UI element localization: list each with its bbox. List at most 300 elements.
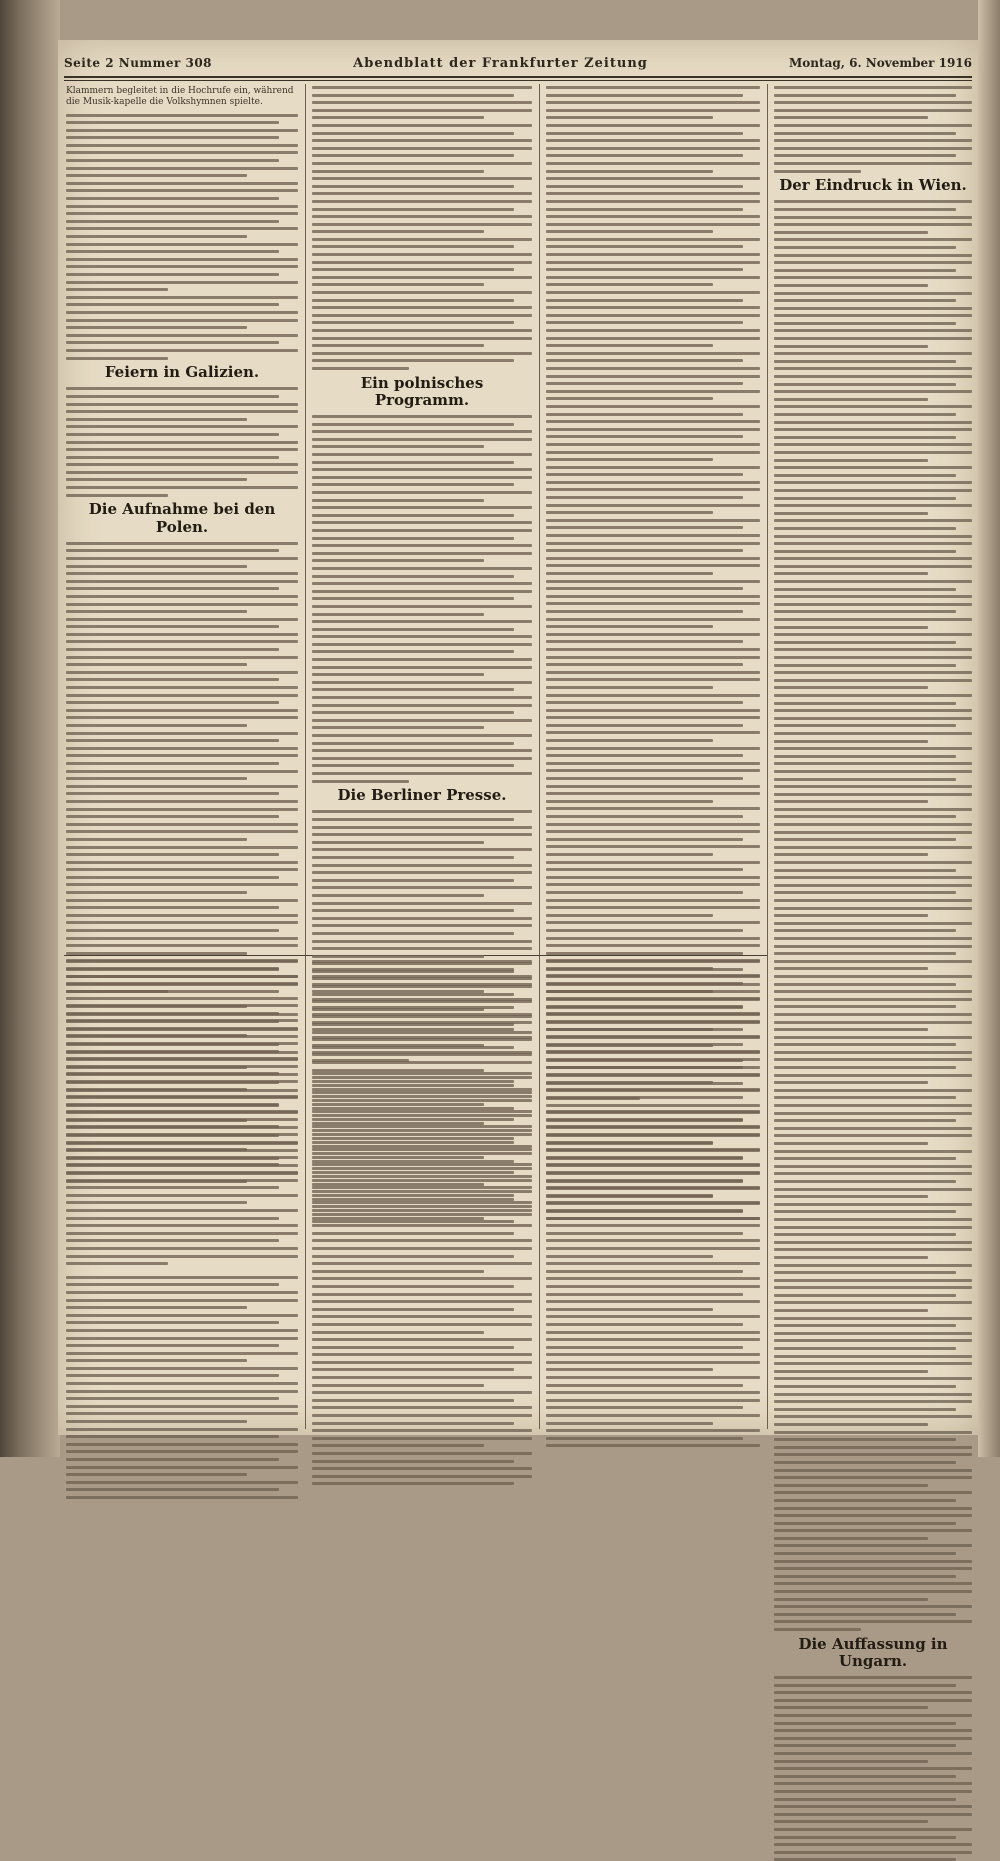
text-line [312,1475,532,1478]
text-line [66,189,298,192]
text-line [66,144,298,147]
text-line [546,1323,743,1326]
text-line [546,1209,743,1212]
text-line [774,1453,972,1456]
text-line [312,673,484,676]
text-line [66,1042,298,1045]
text-line [312,1036,532,1039]
text-line [66,739,279,742]
text-line [774,1294,956,1297]
text-line [774,200,972,203]
text-line [546,731,760,734]
text-line [312,101,532,104]
text-line [546,238,760,241]
text-line [546,1148,760,1151]
text-line [774,937,972,940]
text-line [774,94,956,97]
text-line [774,390,972,393]
text-line [774,1714,972,1717]
text-line [774,1400,972,1403]
text-line [312,461,514,464]
text-line [546,663,743,666]
text-line [312,841,484,844]
text-line [774,945,972,948]
text-line [66,441,298,444]
text-line [546,1270,743,1273]
text-line [312,1232,514,1235]
text-line [546,223,760,226]
text-line [312,635,532,638]
text-line [66,1321,279,1324]
text-line [774,535,972,538]
text-line [546,792,760,795]
text-line [66,747,298,750]
text-line [312,1059,409,1062]
text-line [774,785,972,788]
text-line [312,1429,532,1432]
text-line [774,1729,972,1732]
text-line [546,413,743,416]
text-line [66,1179,298,1182]
text-line [774,481,972,484]
text-line [546,1232,743,1235]
text-line [66,610,247,613]
text-line [546,177,760,180]
text-line [312,886,532,889]
text-line [312,162,532,165]
text-line [774,1598,928,1601]
text-line [774,922,972,925]
text-line [66,433,279,436]
text-line [774,1775,956,1778]
text-line [774,459,928,462]
text-line [66,136,279,139]
text-line [774,641,956,644]
text-line [66,1148,247,1151]
text-line [774,527,956,530]
text-line [66,1344,279,1347]
text-line [546,230,713,233]
text-line [774,990,972,993]
text-line [546,648,760,651]
text-line [774,1180,956,1183]
text-line [312,666,532,669]
text-line [312,1422,514,1425]
text-line [312,1391,532,1394]
text-line [66,1337,298,1340]
text-line [774,1089,972,1092]
text-line [66,785,298,788]
text-line [312,132,514,135]
text-line [312,238,532,241]
text-line [546,208,743,211]
text-line [546,116,713,119]
text-line [66,326,247,329]
text-line [774,648,972,651]
text-line [66,1435,279,1438]
text-line [312,367,409,370]
text-line [66,891,247,894]
text-line [312,147,532,150]
text-line [774,960,972,963]
text-line [546,807,760,810]
text-line [312,415,532,418]
text-line [774,1575,956,1578]
column-divider-3 [767,84,768,1429]
text-line [66,1291,298,1294]
article-text: Klammern begleitet in die Hochrufe ein, während die Musik-kapelle die Volkshymnen spielte. [66,86,294,108]
text-line [546,1285,760,1288]
text-line [774,1836,956,1839]
text-line [546,1384,743,1387]
text-line [774,276,972,279]
text-line [774,1355,972,1358]
text-line [546,762,760,765]
text-line [774,474,956,477]
text-line [312,1044,484,1047]
text-line [66,1163,279,1166]
text-line [312,337,532,340]
text-line [546,724,743,727]
text-line [546,769,760,772]
text-line [312,291,532,294]
text-line [774,1058,972,1061]
text-line [66,1239,279,1242]
text-line [312,124,532,127]
text-line [546,694,760,697]
text-line [66,1247,298,1250]
text-line [66,678,279,681]
text-line [546,1300,760,1303]
text-line [546,458,713,461]
text-line [312,879,514,882]
text-line [66,1262,168,1265]
text-line [312,1384,484,1387]
masthead [64,52,972,74]
text-line [774,109,972,112]
section-heading: Ein polnisches Programm. [360,373,484,409]
text-line [66,1299,298,1302]
text-line [312,1080,514,1083]
text-line [312,476,532,479]
text-line [66,876,279,879]
text-line [774,124,972,127]
text-line [774,1744,956,1747]
text-line [774,869,956,872]
text-line [66,1034,247,1037]
text-line [312,329,532,332]
text-line [66,1186,279,1189]
text-line [66,868,298,871]
text-line [774,1081,928,1084]
text-line [312,567,532,570]
text-line [66,792,279,795]
column-2-top [312,86,532,952]
text-line [546,344,713,347]
text-line [546,306,760,309]
text-line [546,435,743,438]
text-line [774,1514,972,1517]
masthead-rule-thin [64,80,972,81]
text-line [774,694,972,697]
text-line [774,831,972,834]
text-line [66,542,298,545]
text-line [774,1142,928,1145]
text-line [546,754,743,757]
text-line [546,1368,713,1371]
text-line [66,151,298,154]
text-line [774,1544,972,1547]
text-line [546,876,760,879]
text-line [774,1028,928,1031]
text-line [312,185,514,188]
text-line [546,1082,743,1085]
text-line [774,1469,972,1472]
text-line [774,398,928,401]
text-line [66,557,298,560]
text-line [312,1368,514,1371]
text-line [774,1370,928,1373]
text-line [546,891,743,894]
text-line [66,914,298,917]
text-line [66,1283,279,1286]
text-line [774,170,861,173]
text-line [546,853,713,856]
text-line [546,109,760,112]
text-line [774,1790,972,1793]
text-line [546,329,760,332]
text-line [546,1201,760,1204]
text-line [312,726,484,729]
text-line [774,1820,928,1823]
text-line [546,1308,713,1311]
text-line [66,1065,298,1068]
text-line [66,618,298,621]
text-line [774,1851,972,1854]
text-line [546,132,743,135]
text-line [66,410,298,413]
text-line [66,572,298,575]
text-line [546,633,760,636]
text-line [774,367,972,370]
text-line [774,1264,972,1267]
text-line [312,597,514,600]
text-line [66,448,298,451]
text-line [546,686,713,689]
text-line [312,818,514,821]
text-line [66,990,168,993]
section-heading: Feiern in Galizien. [104,363,260,382]
text-line [774,512,928,515]
text-line [312,552,532,555]
text-line [774,740,928,743]
text-line [546,314,760,317]
text-line [546,1133,760,1136]
section-heading: Die Auffassung in Ungarn. [798,1634,948,1670]
text-line [546,1293,743,1296]
text-line [774,572,928,575]
text-line [66,1390,298,1393]
text-line [66,418,247,421]
text-line [774,1499,956,1502]
text-line [774,314,972,317]
text-line [546,747,760,750]
text-line [774,1347,956,1350]
text-line [312,468,532,471]
text-line [774,671,972,674]
text-line [312,1308,514,1311]
text-line [774,793,972,796]
text-line [774,1066,956,1069]
text-line [774,876,972,879]
text-line [546,428,760,431]
text-line [312,139,532,142]
text-line [312,1028,514,1031]
text-line [66,1072,279,1075]
text-line [774,1691,972,1694]
text-line [546,375,760,378]
text-line [774,815,956,818]
text-line [312,283,484,286]
text-line [774,1074,972,1077]
text-line [66,709,298,712]
text-line [312,506,532,509]
text-line [312,1141,514,1144]
text-line [774,1203,972,1206]
text-line [312,321,514,324]
text-line [774,1476,972,1479]
text-line [312,894,484,897]
text-line [774,1408,956,1411]
text-line [66,823,298,826]
text-line [66,1194,298,1197]
text-line [312,681,532,684]
text-line [774,891,956,894]
text-line [546,618,760,621]
scan-right-edge [978,0,1000,1457]
text-line [546,1006,743,1009]
text-line [546,337,760,340]
text-line [312,1437,532,1440]
text-line [66,486,298,489]
text-line [774,1676,972,1679]
text-line [774,132,956,135]
text-line [546,564,760,567]
text-line [66,1496,298,1499]
text-line [774,284,928,287]
text-line [546,420,760,423]
text-line [774,762,972,765]
text-line [546,511,713,514]
text-line [546,488,760,491]
text-line [312,1171,514,1174]
text-line [774,1233,956,1236]
text-line [66,1473,247,1476]
text-line [774,352,972,355]
text-line [312,445,484,448]
text-line [774,732,972,735]
text-line [546,952,743,955]
text-line [312,537,514,540]
text-line [546,1059,743,1062]
text-line [312,1293,532,1296]
text-line [66,899,298,902]
text-line [66,565,247,568]
text-line [774,1737,972,1740]
text-line [66,296,298,299]
text-line [774,1157,956,1160]
text-line [312,200,532,203]
text-line [546,147,760,150]
text-line [66,754,298,757]
text-line [546,1239,760,1242]
text-line [312,764,514,767]
text-line [312,575,514,578]
text-line [774,1628,861,1631]
text-line [312,983,532,986]
text-line [546,170,713,173]
text-line [546,709,760,712]
text-line [312,1125,532,1128]
text-line [66,921,298,924]
text-line [312,177,532,180]
text-line [774,679,972,682]
text-line [546,1089,760,1092]
text-line [774,770,972,773]
text-line [546,602,760,605]
text-line [312,1072,532,1075]
text-line [546,185,743,188]
text-line [312,688,514,691]
text-line [66,258,298,261]
page-number: Seite 2 Nummer 308 [64,56,213,70]
text-line [312,742,514,745]
text-line [66,1004,298,1007]
text-line [312,924,532,927]
text-line [312,521,532,524]
text-line [546,367,760,370]
text-line [66,1224,298,1227]
text-line [312,1021,532,1024]
text-line [312,1247,532,1250]
text-line [312,864,532,867]
text-line [774,1279,972,1282]
feuilleton-column-2 [312,960,532,1428]
text-line [774,504,972,507]
text-line [546,473,743,476]
text-line [312,1156,484,1159]
text-line [312,359,514,362]
text-line [546,1224,760,1227]
text-line [774,1210,956,1213]
text-line [66,838,247,841]
text-line [774,1699,972,1702]
column-1-top [66,86,298,952]
text-line [546,549,743,552]
text-line [774,360,956,363]
text-line [66,1466,298,1469]
text-line [312,1414,532,1417]
text-line [312,1406,532,1409]
text-line [66,633,298,636]
text-line [66,640,298,643]
text-line [774,1423,928,1426]
text-line [66,800,298,803]
text-line [774,436,956,439]
text-line [774,208,956,211]
text-line [312,170,484,173]
text-line [546,1391,760,1394]
